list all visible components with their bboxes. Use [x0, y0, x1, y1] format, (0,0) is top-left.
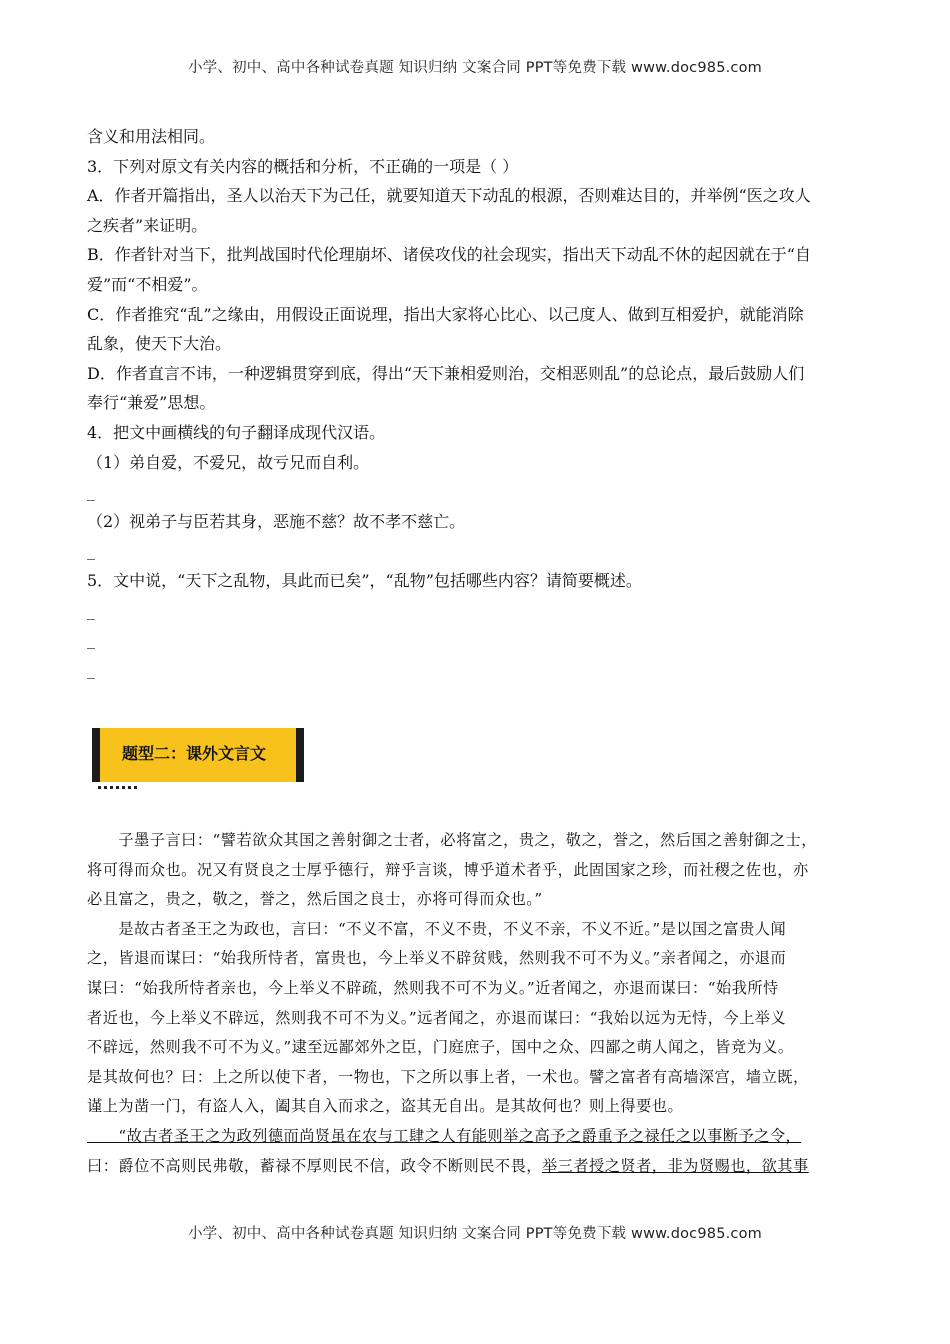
- passage-line: 是故古者圣王之为政也，言曰：“不义不富，不义不贵，不义不亲，不义不近。”是以国之富贵人闻: [87, 919, 787, 938]
- option-d-line: D．作者直言不讳，一种逻辑贯穿到底，得出“天下兼相爱则治，交相恶则乱”的总论点，最后鼓励人们: [87, 363, 805, 383]
- badge-left-bar: [92, 728, 100, 782]
- passage-last-plain: 曰：爵位不高则民弗敬，蓄禄不厚则民不信，政令不断则民不畏，: [87, 1156, 542, 1175]
- passage-line-underlined: “故古者圣王之为政列德而尚贤虽在农与工肆之人有能则举之高予之爵重予之禄任之以事断予之令，: [87, 1126, 802, 1145]
- question-5: 5．文中说，“天下之乱物，具此而已矣”，“乱物”包括哪些内容？请简要概述。: [87, 570, 642, 590]
- passage-line: 不辟远，然则我不可不为义。”逮至远鄙郊外之臣，门庭庶子，国中之众、四鄙之萌人闻之，皆竞为义。: [87, 1038, 794, 1057]
- answer-blank: _: [87, 541, 95, 561]
- passage-line: 谋曰：“始我所恃者亲也，今上举义不辟疏，然则我不可不为义。”近者闻之，亦退而谋曰：“始我所恃: [87, 978, 779, 997]
- option-a-line: 之疾者”来证明。: [87, 215, 208, 235]
- passage-line: 将可得而众也。况又有贤良之士厚乎德行，辩乎言谈，博乎道术者乎，此固国家之珍，而社稷之佐也，亦: [87, 860, 809, 879]
- passage-last-line: [87, 1152, 867, 1182]
- questions-block: [87, 122, 867, 684]
- passage-last-underlined: 举三者授之贤者，: [541, 1156, 668, 1175]
- passage-line: 者近也，今上举义不辟远，然则我不可不为义。”远者闻之，亦退而谋曰：“我始以远为无恃，今上举义: [87, 1008, 787, 1027]
- page-footer: 小学、初中、高中各种试卷真题 知识归纳 文案合同 PPT等免费下载 www.doc985.com: [187, 1226, 763, 1242]
- answer-blank: _: [87, 630, 95, 650]
- answer-blank: _: [87, 482, 95, 502]
- passage-line: 之，皆退而谋曰：“始我所恃者，富贵也，今上举义不辟贫贱，然则我不可不为义。”亲者闻之，亦退而: [87, 949, 787, 968]
- question-4-part-1: （1）弟自爱，不爱兄，故亏兄而自利。: [87, 452, 370, 472]
- classical-passage: [87, 826, 867, 1181]
- option-c-line: 乱象，使天下大治。: [87, 334, 232, 354]
- badge-right-bar: [296, 728, 304, 782]
- section-badge: [92, 728, 304, 782]
- option-b-line: B．作者针对当下，批判战国时代伦理崩坏、诸侯攻伐的社会现实，指出天下动乱不休的起因就在于“自: [87, 245, 811, 265]
- answer-blank: _: [87, 600, 95, 620]
- option-c-line: C．作者推究“乱”之缘由，用假设正面说理，指出大家将心比心、以己度人、做到互相爱护，就能消除: [87, 304, 804, 324]
- option-d-line: 奉行“兼爱”思想。: [87, 393, 216, 413]
- answer-blank: _: [87, 659, 95, 679]
- passage-line: 是其故何也？曰：上之所以使下者，一物也，下之所以事上者，一术也。譬之富者有高墙深宫，墙立既，: [87, 1067, 809, 1086]
- question-4-part-2: （2）视弟子与臣若其身，恶施不慈？故不孝不慈亡。: [87, 511, 466, 531]
- badge-dots-decoration: [98, 786, 138, 789]
- passage-line: 谨上为凿一门，有盗人入，阖其自入而求之，盗其无自出。是其故何也？则上得要也。: [87, 1097, 684, 1116]
- passage-line: 必且富之，贵之，敬之，誉之，然后国之良士，亦将可得而众也。”: [87, 890, 543, 909]
- option-b-line: 爱”而“不相爱”。: [87, 274, 208, 294]
- passage-last-tail: 非为贤赐也，欲其事: [667, 1156, 809, 1175]
- question-line: 3．下列对原文有关内容的概括和分析，不正确的一项是（ ）: [87, 156, 519, 176]
- question-line: 含义和用法相同。: [87, 127, 216, 146]
- option-a-line: A．作者开篇指出，圣人以治天下为己任，就要知道天下动乱的根源，否则难达目的，并举例“医之攻人: [87, 186, 811, 206]
- passage-line: 子墨子言曰：“譬若欲众其国之善射御之士者，必将富之，贵之，敬之，誉之，然后国之善射御之士，: [87, 831, 817, 849]
- section-title: 题型二：课外文言文: [122, 744, 267, 763]
- page-header: 小学、初中、高中各种试卷真题 知识归纳 文案合同 PPT等免费下载 www.doc985.com: [187, 60, 763, 76]
- question-4-title: 4．把文中画横线的句子翻译成现代汉语。: [87, 422, 386, 442]
